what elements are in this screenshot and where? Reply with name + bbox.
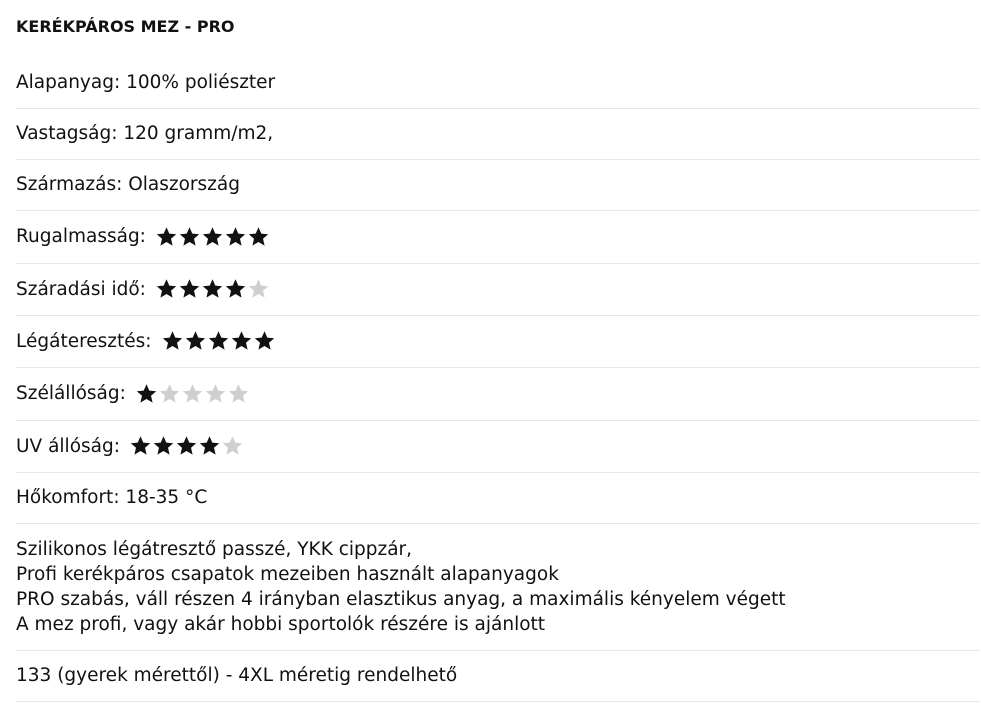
star-filled-icon [135, 383, 158, 405]
star-rating [155, 278, 270, 300]
spec-row-elasticity [16, 211, 980, 264]
spec-row-origin [16, 160, 980, 211]
star-filled-icon [201, 278, 224, 300]
spec-text: Hőkomfort: 18-35 °C [16, 487, 208, 508]
star-filled-icon [247, 226, 270, 248]
star-filled-icon [175, 435, 198, 457]
star-filled-icon [178, 226, 201, 248]
star-empty-icon [247, 278, 270, 300]
feature-line: A mez profi, vagy akár hobbi sportolók részére is ajánlott [16, 614, 546, 635]
star-empty-icon [181, 383, 204, 405]
spec-row-material [16, 58, 980, 109]
star-filled-icon [198, 435, 221, 457]
star-filled-icon [201, 226, 224, 248]
spec-row-features [16, 524, 980, 651]
star-filled-icon [184, 330, 207, 352]
spec-row-drying-time [16, 264, 980, 316]
star-filled-icon [155, 278, 178, 300]
star-empty-icon [227, 383, 250, 405]
star-rating [155, 226, 270, 248]
star-filled-icon [230, 330, 253, 352]
spec-row-sizes [16, 651, 980, 702]
spec-label: Szélállóság: [16, 383, 126, 404]
product-title: KERÉKPÁROS MEZ - PRO [16, 17, 235, 36]
star-rating [135, 383, 250, 405]
star-empty-icon [158, 383, 181, 405]
star-filled-icon [152, 435, 175, 457]
star-rating [129, 435, 244, 457]
spec-label: Rugalmasság: [16, 226, 146, 247]
feature-line: Profi kerékpáros csapatok mezeiben használt alapanyagok [16, 564, 559, 585]
feature-line: Szilikonos légátresztő passzé, YKK cippzár, [16, 539, 413, 560]
spec-row-breathability [16, 316, 980, 368]
spec-text: 133 (gyerek mérettől) - 4XL méretig rendelhető [16, 665, 458, 686]
spec-label: Légáteresztés: [16, 330, 152, 352]
star-filled-icon [129, 435, 152, 457]
star-filled-icon [224, 278, 247, 300]
spec-row-thickness [16, 109, 980, 160]
star-filled-icon [178, 278, 201, 300]
spec-row-wind-resistance [16, 368, 980, 421]
star-filled-icon [253, 330, 276, 352]
star-empty-icon [204, 383, 227, 405]
spec-row-thermal-comfort [16, 473, 980, 524]
spec-text: Alapanyag: 100% poliészter [16, 72, 276, 93]
spec-label: UV állóság: [16, 435, 120, 457]
spec-text: Származás: Olaszország [16, 174, 240, 195]
spec-list [16, 58, 980, 702]
star-filled-icon [155, 226, 178, 248]
spec-text: Vastagság: 120 gramm/m2, [16, 123, 274, 144]
star-filled-icon [224, 226, 247, 248]
star-empty-icon [221, 435, 244, 457]
star-filled-icon [207, 330, 230, 352]
star-rating [161, 330, 276, 352]
spec-label: Száradási idő: [16, 278, 146, 300]
spec-row-uv-resistance [16, 421, 980, 473]
feature-line: PRO szabás, váll részen 4 irányban elasztikus anyag, a maximális kényelem végett [16, 589, 786, 610]
star-filled-icon [161, 330, 184, 352]
